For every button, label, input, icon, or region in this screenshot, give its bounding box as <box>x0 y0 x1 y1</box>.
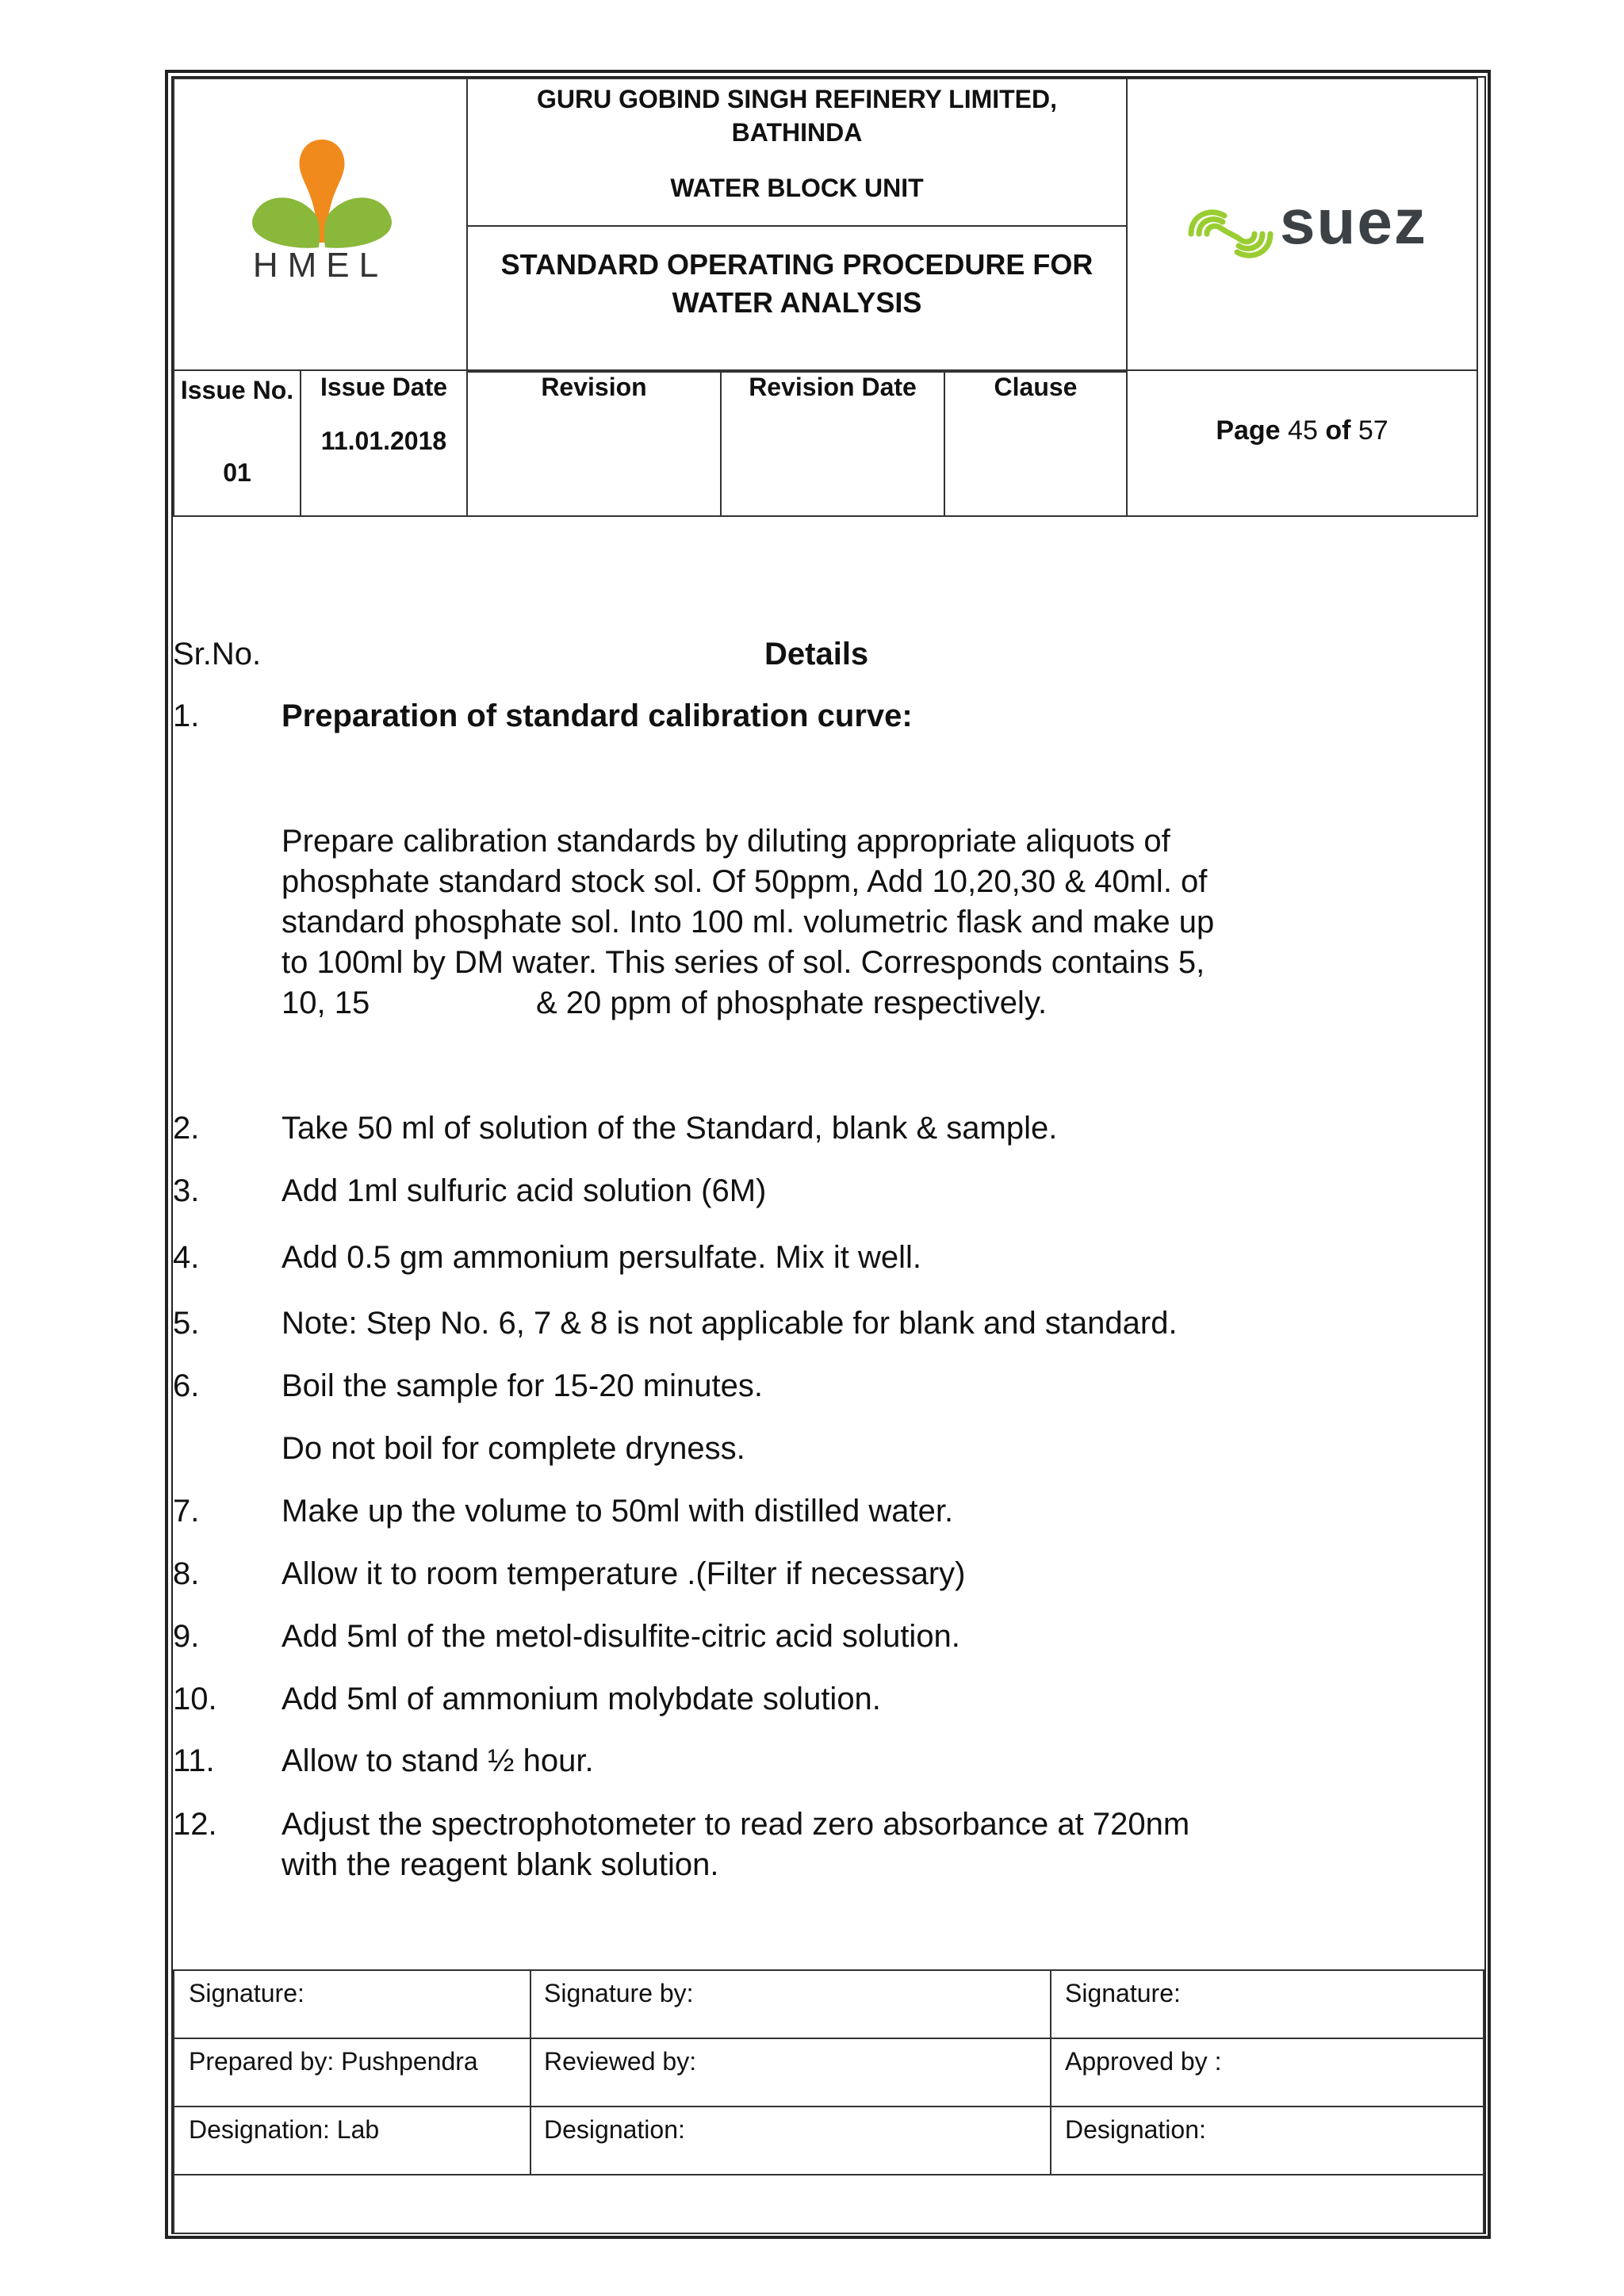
issue-no-label: Issue No. <box>180 376 294 404</box>
company-cell <box>466 78 1128 227</box>
company-city: BATHINDA <box>731 118 863 147</box>
footer-blank-row <box>173 2174 1484 2234</box>
suez-logo-cell <box>1126 78 1478 371</box>
sop-title-cell <box>466 225 1128 373</box>
hmel-logo-cell <box>173 78 468 371</box>
signature-label: Signature: <box>189 1979 304 2007</box>
step-text: Take 50 ml of solution of the Standard, blank & sample. <box>282 1111 1058 1146</box>
issue-date-value: 11.01.2018 <box>320 427 447 455</box>
step-text: Add 5ml of the metol-disulfite-citric acid solution. <box>282 1619 960 1654</box>
step-text: Add 5ml of ammonium molybdate solution. <box>282 1682 881 1716</box>
step-text: Allow to stand ½ hour. <box>282 1743 594 1778</box>
step-number: 1. <box>173 698 200 733</box>
suez-logo-icon <box>1175 198 1286 270</box>
issue-date-cell <box>300 369 468 517</box>
step-number: 5. <box>173 1306 200 1341</box>
revision-cell <box>466 369 722 517</box>
sop-title-line1: STANDARD OPERATING PROCEDURE FOR <box>500 248 1094 281</box>
step-number: 11. <box>173 1743 215 1778</box>
revision-date-label: Revision Date <box>749 373 917 401</box>
issue-no-cell <box>173 369 301 517</box>
step1-title: Preparation of standard calibration curve: <box>282 698 913 733</box>
designation-label: Designation: <box>544 2115 685 2144</box>
hmel-logo-text: HMEL <box>252 246 389 285</box>
step-text: Allow it to room temperature .(Filter if necessary) <box>282 1556 966 1591</box>
step-number: 7. <box>173 1494 200 1529</box>
srno-heading: Sr.No. <box>173 637 262 672</box>
paragraph-line: standard phosphate sol. Into 100 ml. volumetric flask and make up <box>282 905 1215 939</box>
hmel-logo-icon <box>174 79 469 373</box>
issue-no-value: 01 <box>223 458 251 487</box>
clause-cell <box>944 369 1128 517</box>
revision-label: Revision <box>541 373 647 401</box>
step-text: Add 0.5 gm ammonium persulfate. Mix it well. <box>282 1240 921 1275</box>
revision-date-cell <box>720 369 945 517</box>
step-text: Adjust the spectrophotometer to read zero absorbance at 720nm <box>282 1807 1190 1842</box>
step-text: Add 1ml sulfuric acid solution (6M) <box>282 1173 767 1208</box>
page-current: 45 <box>1288 415 1318 446</box>
approved-by-label: Approved by : <box>1065 2047 1222 2076</box>
step-number: 4. <box>173 1240 200 1275</box>
company-name: GURU GOBIND SINGH REFINERY LIMITED, <box>536 85 1058 113</box>
details-heading: Details <box>764 637 869 672</box>
page-label: Page <box>1216 415 1281 446</box>
prepared-by-label: Prepared by: Pushpendra <box>189 2047 478 2076</box>
page-of: of <box>1325 415 1351 446</box>
page-number <box>1128 415 1477 446</box>
paragraph-line: 10, 15 <box>282 985 370 1020</box>
designation-label: Designation: Lab <box>189 2115 380 2144</box>
step-number: 2. <box>173 1111 200 1146</box>
paragraph-line: phosphate standard stock sol. Of 50ppm, Add 10,20,30 & 40ml. of <box>282 864 1208 899</box>
suez-logo-text: suez <box>1280 186 1427 257</box>
clause-label: Clause <box>994 373 1078 401</box>
signature-label: Signature: <box>1065 1979 1181 2007</box>
step-text: Boil the sample for 15-20 minutes. <box>282 1368 763 1403</box>
step-number: 9. <box>173 1619 200 1654</box>
step-number: 8. <box>173 1556 200 1591</box>
issue-date-label: Issue Date <box>320 373 448 401</box>
designation-label: Designation: <box>1065 2115 1206 2144</box>
step-text: with the reagent blank solution. <box>282 1847 719 1882</box>
sop-title-line2: WATER ANALYSIS <box>672 286 922 319</box>
step-text: Note: Step No. 6, 7 & 8 is not applicable for blank and standard. <box>282 1306 1178 1341</box>
document-header-table <box>173 78 1478 517</box>
paragraph-line: Prepare calibration standards by diluting appropriate aliquots of <box>282 824 1170 859</box>
paragraph-line: to 100ml by DM water. This series of sol. Corresponds contains 5, <box>282 945 1205 980</box>
step-text: Do not boil for complete dryness. <box>282 1431 745 1466</box>
step-text: Make up the volume to 50ml with distilled water. <box>282 1494 954 1529</box>
paragraph-line: & 20 ppm of phosphate respectively. <box>536 985 1048 1020</box>
page-number-cell <box>1126 369 1478 517</box>
step-number: 3. <box>173 1173 200 1208</box>
signature-by-label: Signature by: <box>544 1979 694 2007</box>
step-number: 12. <box>173 1807 217 1842</box>
page-total: 57 <box>1358 415 1388 446</box>
step-number: 10. <box>173 1682 217 1716</box>
step-number: 6. <box>173 1368 200 1403</box>
reviewed-by-label: Reviewed by: <box>544 2047 697 2076</box>
unit-name: WATER BLOCK UNIT <box>670 174 924 202</box>
